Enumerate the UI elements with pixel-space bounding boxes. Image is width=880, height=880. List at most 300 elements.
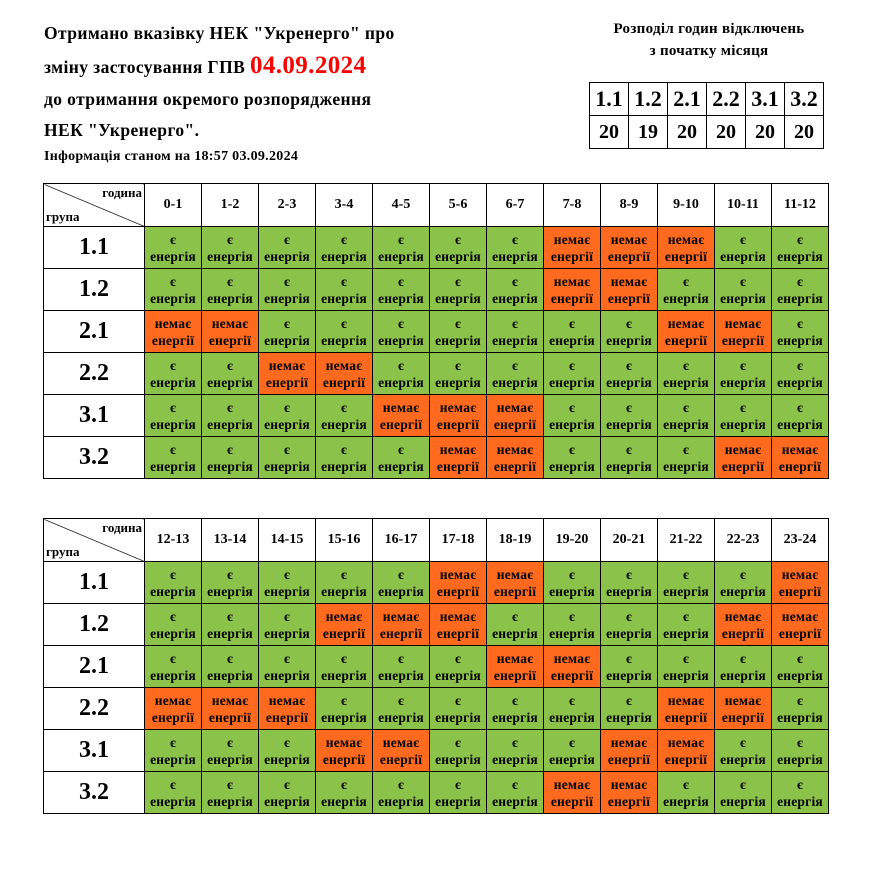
distribution-group-1.1: 1.1: [590, 83, 629, 116]
distribution-group-3.1: 3.1: [746, 83, 785, 116]
cell-text-line-1: є: [454, 776, 462, 792]
cell-text-line-2: енергії: [721, 332, 765, 348]
cell-text-line-1: є: [568, 608, 576, 624]
power-on-cell: [601, 437, 658, 479]
cell-text-line-2: енергія: [663, 416, 709, 432]
cell-text-line-2: енергії: [778, 583, 822, 599]
hour-header-14-15: 14-15: [259, 519, 316, 562]
cell-text-line-2: енергія: [549, 709, 595, 725]
cell-text-line-1: є: [511, 692, 519, 708]
announcement-line-2-text: зміну застосування ГПВ: [44, 57, 246, 77]
cell-text-line-2: енергії: [493, 416, 537, 432]
cell-text-line-2: енергія: [492, 625, 538, 641]
power-on-cell: [145, 269, 202, 311]
power-on-cell: [316, 437, 373, 479]
power-on-cell: [202, 562, 259, 604]
cell-text-line-1: є: [454, 315, 462, 331]
cell-text-line-1: є: [226, 399, 234, 415]
power-on-cell: [487, 730, 544, 772]
cell-text-line-1: є: [397, 441, 405, 457]
power-on-cell: [202, 437, 259, 479]
cell-text-line-1: є: [739, 399, 747, 415]
group-label: 2.1: [44, 646, 145, 688]
group-row-3.1: [44, 395, 829, 437]
cell-text-line-1: немає: [268, 692, 306, 708]
cell-text-line-1: є: [169, 441, 177, 457]
power-off-cell: [544, 646, 601, 688]
info-timestamp: Інформація станом на 18:57 03.09.2024: [44, 149, 299, 164]
cell-text-line-1: є: [625, 566, 633, 582]
power-on-cell: [316, 227, 373, 269]
power-on-cell: [772, 772, 829, 814]
cell-text-line-1: є: [226, 608, 234, 624]
cell-text-line-1: є: [625, 608, 633, 624]
cell-text-line-1: є: [682, 608, 690, 624]
cell-text-line-2: енергія: [264, 625, 310, 641]
cell-text-line-1: немає: [439, 566, 477, 582]
cell-text-line-1: є: [283, 650, 291, 666]
cell-text-line-1: немає: [439, 399, 477, 415]
group-label: 2.1: [44, 311, 145, 353]
cell-text-line-1: є: [283, 315, 291, 331]
power-on-cell: [715, 730, 772, 772]
cell-text-line-2: енергії: [322, 625, 366, 641]
cell-text-line-1: є: [568, 399, 576, 415]
cell-text-line-2: енергії: [607, 248, 651, 264]
cell-text-line-1: є: [568, 692, 576, 708]
group-row-3.2: [44, 437, 829, 479]
cell-text-line-2: енергія: [435, 248, 481, 264]
cell-text-line-2: енергія: [549, 416, 595, 432]
cell-text-line-1: є: [682, 441, 690, 457]
announcement-line-4: НЕК "Укренерго".: [44, 120, 200, 140]
cell-text-line-2: енергії: [550, 793, 594, 809]
cell-text-line-1: немає: [610, 231, 648, 247]
cell-text-line-1: є: [511, 776, 519, 792]
cell-text-line-2: енергія: [435, 374, 481, 390]
cell-text-line-2: енергія: [777, 290, 823, 306]
cell-text-line-1: немає: [553, 231, 591, 247]
cell-text-line-2: енергія: [378, 374, 424, 390]
power-off-cell: [259, 353, 316, 395]
distribution-group-3.2: 3.2: [785, 83, 824, 116]
cell-text-line-1: немає: [325, 734, 363, 750]
cell-text-line-1: є: [340, 273, 348, 289]
power-on-cell: [259, 604, 316, 646]
cell-text-line-1: немає: [496, 566, 534, 582]
cell-text-line-2: енергія: [549, 625, 595, 641]
power-on-cell: [715, 395, 772, 437]
distribution-hours-1.2: 19: [629, 116, 668, 149]
cell-text-line-2: енергія: [492, 793, 538, 809]
power-off-cell: [430, 437, 487, 479]
cell-text-line-1: немає: [439, 441, 477, 457]
cell-text-line-2: енергія: [150, 290, 196, 306]
power-on-cell: [316, 311, 373, 353]
cell-text-line-1: є: [682, 399, 690, 415]
cell-text-line-1: є: [283, 734, 291, 750]
power-on-cell: [601, 646, 658, 688]
power-off-cell: [544, 772, 601, 814]
cell-text-line-2: енергія: [435, 793, 481, 809]
power-off-cell: [658, 688, 715, 730]
cell-text-line-2: енергія: [150, 583, 196, 599]
cell-text-line-2: енергія: [150, 793, 196, 809]
hour-header-5-6: 5-6: [430, 184, 487, 227]
cell-text-line-1: є: [739, 231, 747, 247]
cell-text-line-1: є: [739, 273, 747, 289]
group-axis-label: група: [46, 544, 80, 559]
power-on-cell: [202, 227, 259, 269]
cell-text-line-1: є: [340, 315, 348, 331]
distribution-group-2.2: 2.2: [707, 83, 746, 116]
cell-text-line-1: є: [625, 650, 633, 666]
power-on-cell: [430, 269, 487, 311]
cell-text-line-1: є: [169, 273, 177, 289]
power-on-cell: [772, 395, 829, 437]
cell-text-line-1: немає: [781, 608, 819, 624]
power-on-cell: [202, 772, 259, 814]
power-off-cell: [430, 562, 487, 604]
cell-text-line-1: є: [682, 273, 690, 289]
hour-header-3-4: 3-4: [316, 184, 373, 227]
cell-text-line-2: енергії: [151, 332, 195, 348]
cell-text-line-1: є: [226, 441, 234, 457]
cell-text-line-1: є: [226, 776, 234, 792]
corner-header: [44, 519, 145, 562]
power-off-cell: [316, 353, 373, 395]
group-label: 1.2: [44, 269, 145, 311]
cell-text-line-1: є: [283, 566, 291, 582]
cell-text-line-1: немає: [325, 357, 363, 373]
power-on-cell: [544, 437, 601, 479]
cell-text-line-2: енергія: [264, 290, 310, 306]
power-on-cell: [373, 646, 430, 688]
cell-text-line-2: енергія: [777, 374, 823, 390]
hour-header-15-16: 15-16: [316, 519, 373, 562]
cell-text-line-2: енергія: [321, 290, 367, 306]
cell-text-line-1: є: [397, 231, 405, 247]
distribution-hours-row: [590, 116, 824, 149]
cell-text-line-1: немає: [667, 692, 705, 708]
power-on-cell: [430, 311, 487, 353]
distribution-title-line-1: Розподіл годин відключень: [613, 21, 805, 37]
cell-text-line-2: енергії: [664, 248, 708, 264]
power-on-cell: [316, 395, 373, 437]
cell-text-line-1: є: [739, 650, 747, 666]
group-label: 3.2: [44, 437, 145, 479]
cell-text-line-1: є: [454, 357, 462, 373]
power-on-cell: [430, 688, 487, 730]
hour-header-1-2: 1-2: [202, 184, 259, 227]
power-on-cell: [544, 688, 601, 730]
distribution-group-1.2: 1.2: [629, 83, 668, 116]
cell-text-line-1: немає: [610, 776, 648, 792]
cell-text-line-1: немає: [667, 734, 705, 750]
power-on-cell: [601, 604, 658, 646]
cell-text-line-1: є: [625, 357, 633, 373]
power-on-cell: [772, 646, 829, 688]
cell-text-line-2: енергія: [777, 332, 823, 348]
cell-text-line-2: енергія: [492, 290, 538, 306]
cell-text-line-2: енергія: [606, 374, 652, 390]
power-on-cell: [316, 688, 373, 730]
cell-text-line-2: енергія: [150, 667, 196, 683]
cell-text-line-2: енергії: [607, 751, 651, 767]
cell-text-line-2: енергія: [264, 416, 310, 432]
power-off-cell: [601, 227, 658, 269]
cell-text-line-2: енергія: [264, 583, 310, 599]
cell-text-line-2: енергія: [207, 625, 253, 641]
cell-text-line-1: є: [682, 776, 690, 792]
cell-text-line-1: немає: [781, 441, 819, 457]
power-on-cell: [487, 269, 544, 311]
power-on-cell: [259, 269, 316, 311]
group-label: 2.2: [44, 688, 145, 730]
power-on-cell: [487, 604, 544, 646]
cell-text-line-2: енергія: [663, 458, 709, 474]
cell-text-line-2: енергії: [664, 751, 708, 767]
power-on-cell: [601, 562, 658, 604]
announcement: [44, 18, 564, 168]
cell-text-line-1: є: [454, 734, 462, 750]
cell-text-line-1: є: [169, 357, 177, 373]
announcement-line-1: Отримано вказівку НЕК "Укренерго" про: [44, 23, 395, 43]
cell-text-line-2: енергія: [549, 374, 595, 390]
cell-text-line-2: енергія: [606, 332, 652, 348]
power-off-cell: [772, 562, 829, 604]
cell-text-line-1: є: [454, 650, 462, 666]
cell-text-line-1: є: [397, 650, 405, 666]
cell-text-line-2: енергія: [150, 751, 196, 767]
group-label: 2.2: [44, 353, 145, 395]
power-on-cell: [601, 688, 658, 730]
cell-text-line-1: є: [340, 231, 348, 247]
power-off-cell: [601, 772, 658, 814]
cell-text-line-2: енергія: [720, 793, 766, 809]
power-on-cell: [145, 227, 202, 269]
power-on-cell: [373, 772, 430, 814]
hour-header-13-14: 13-14: [202, 519, 259, 562]
power-on-cell: [259, 311, 316, 353]
cell-text-line-1: є: [796, 734, 804, 750]
schedule-table-second-half: [43, 518, 829, 814]
power-on-cell: [544, 395, 601, 437]
cell-text-line-1: є: [682, 357, 690, 373]
cell-text-line-1: є: [454, 692, 462, 708]
power-on-cell: [202, 604, 259, 646]
cell-text-line-1: немає: [439, 608, 477, 624]
power-on-cell: [145, 437, 202, 479]
cell-text-line-2: енергія: [264, 458, 310, 474]
cell-text-line-2: енергія: [378, 458, 424, 474]
cell-text-line-2: енергії: [436, 458, 480, 474]
cell-text-line-1: є: [340, 776, 348, 792]
power-on-cell: [658, 646, 715, 688]
power-off-cell: [544, 269, 601, 311]
cell-text-line-2: енергія: [663, 583, 709, 599]
cell-text-line-1: немає: [211, 315, 249, 331]
group-row-2.2: [44, 688, 829, 730]
cell-text-line-1: є: [682, 650, 690, 666]
cell-text-line-2: енергія: [207, 374, 253, 390]
cell-text-line-2: енергія: [435, 332, 481, 348]
power-on-cell: [373, 437, 430, 479]
cell-text-line-1: немає: [382, 608, 420, 624]
power-on-cell: [145, 562, 202, 604]
cell-text-line-2: енергія: [663, 290, 709, 306]
hour-header-row: [44, 184, 829, 227]
cell-text-line-1: є: [340, 566, 348, 582]
cell-text-line-2: енергії: [379, 625, 423, 641]
hour-header-21-22: 21-22: [658, 519, 715, 562]
cell-text-line-1: є: [796, 650, 804, 666]
cell-text-line-2: енергії: [208, 709, 252, 725]
cell-text-line-2: енергії: [607, 290, 651, 306]
cell-text-line-2: енергія: [492, 332, 538, 348]
cell-text-line-2: енергії: [778, 458, 822, 474]
cell-text-line-1: немає: [724, 608, 762, 624]
cell-text-line-2: енергії: [550, 290, 594, 306]
power-on-cell: [430, 772, 487, 814]
cell-text-line-2: енергії: [607, 793, 651, 809]
cell-text-line-2: енергія: [492, 751, 538, 767]
hour-header-12-13: 12-13: [145, 519, 202, 562]
power-on-cell: [544, 311, 601, 353]
cell-text-line-2: енергія: [720, 290, 766, 306]
power-off-cell: [658, 311, 715, 353]
power-on-cell: [772, 688, 829, 730]
hour-header-19-20: 19-20: [544, 519, 601, 562]
power-off-cell: [487, 646, 544, 688]
cell-text-line-2: енергія: [549, 583, 595, 599]
cell-text-line-1: є: [283, 273, 291, 289]
power-on-cell: [544, 353, 601, 395]
cell-text-line-1: немає: [496, 441, 534, 457]
power-on-cell: [430, 730, 487, 772]
hour-header-9-10: 9-10: [658, 184, 715, 227]
power-off-cell: [487, 562, 544, 604]
cell-text-line-2: енергії: [664, 709, 708, 725]
cell-text-line-2: енергія: [549, 751, 595, 767]
cell-text-line-2: енергія: [720, 374, 766, 390]
cell-text-line-2: енергія: [606, 458, 652, 474]
power-on-cell: [658, 269, 715, 311]
cell-text-line-1: є: [226, 231, 234, 247]
power-off-cell: [487, 437, 544, 479]
power-off-cell: [487, 395, 544, 437]
cell-text-line-1: є: [283, 776, 291, 792]
hour-header-7-8: 7-8: [544, 184, 601, 227]
cell-text-line-2: енергія: [264, 248, 310, 264]
cell-text-line-1: є: [796, 231, 804, 247]
power-on-cell: [259, 730, 316, 772]
group-axis-label: група: [46, 209, 80, 224]
cell-text-line-2: енергія: [777, 416, 823, 432]
power-off-cell: [373, 395, 430, 437]
power-on-cell: [658, 353, 715, 395]
cell-text-line-1: є: [454, 231, 462, 247]
cell-text-line-1: є: [226, 566, 234, 582]
cell-text-line-1: є: [169, 776, 177, 792]
group-row-2.2: [44, 353, 829, 395]
cell-text-line-1: немає: [667, 231, 705, 247]
cell-text-line-1: є: [283, 231, 291, 247]
cell-text-line-1: є: [283, 608, 291, 624]
cell-text-line-2: енергія: [321, 709, 367, 725]
cell-text-line-1: немає: [553, 650, 591, 666]
power-off-cell: [316, 604, 373, 646]
power-on-cell: [487, 227, 544, 269]
cell-text-line-2: енергія: [378, 709, 424, 725]
cell-text-line-1: є: [796, 692, 804, 708]
cell-text-line-2: енергія: [150, 625, 196, 641]
cell-text-line-2: енергія: [777, 751, 823, 767]
cell-text-line-2: енергія: [207, 248, 253, 264]
cell-text-line-1: немає: [667, 315, 705, 331]
cell-text-line-1: є: [568, 734, 576, 750]
distribution-title: [590, 18, 828, 62]
hour-header-0-1: 0-1: [145, 184, 202, 227]
cell-text-line-2: енергії: [550, 667, 594, 683]
distribution-groups-row: [590, 83, 824, 116]
hour-header-8-9: 8-9: [601, 184, 658, 227]
cell-text-line-2: енергія: [207, 583, 253, 599]
effective-date: 04.09.2024: [249, 52, 367, 79]
group-row-1.2: [44, 269, 829, 311]
hour-axis-label: година: [102, 520, 142, 535]
cell-text-line-2: енергії: [721, 625, 765, 641]
power-on-cell: [259, 227, 316, 269]
cell-text-line-2: енергії: [436, 416, 480, 432]
cell-text-line-2: енергія: [663, 667, 709, 683]
cell-text-line-1: немає: [496, 650, 534, 666]
power-on-cell: [715, 269, 772, 311]
hour-header-17-18: 17-18: [430, 519, 487, 562]
power-on-cell: [715, 227, 772, 269]
power-on-cell: [430, 353, 487, 395]
cell-text-line-1: є: [226, 357, 234, 373]
corner-header: [44, 184, 145, 227]
cell-text-line-2: енергія: [264, 793, 310, 809]
hour-header-4-5: 4-5: [373, 184, 430, 227]
cell-text-line-2: енергія: [264, 751, 310, 767]
cell-text-line-2: енергія: [207, 416, 253, 432]
power-off-cell: [715, 604, 772, 646]
cell-text-line-1: є: [397, 315, 405, 331]
hour-header-2-3: 2-3: [259, 184, 316, 227]
power-on-cell: [487, 311, 544, 353]
cell-text-line-2: енергія: [378, 290, 424, 306]
hour-axis-label: година: [102, 185, 142, 200]
power-on-cell: [544, 730, 601, 772]
power-on-cell: [259, 437, 316, 479]
hour-header-11-12: 11-12: [772, 184, 829, 227]
cell-text-line-1: є: [796, 399, 804, 415]
distribution-hours-2.2: 20: [707, 116, 746, 149]
power-off-cell: [772, 437, 829, 479]
hour-header-row: [44, 519, 829, 562]
cell-text-line-2: енергія: [606, 416, 652, 432]
power-on-cell: [715, 353, 772, 395]
cell-text-line-2: енергія: [549, 332, 595, 348]
cell-text-line-2: енергія: [321, 332, 367, 348]
power-off-cell: [715, 688, 772, 730]
power-off-cell: [772, 604, 829, 646]
cell-text-line-1: немає: [268, 357, 306, 373]
cell-text-line-2: енергія: [606, 625, 652, 641]
cell-text-line-1: є: [625, 399, 633, 415]
